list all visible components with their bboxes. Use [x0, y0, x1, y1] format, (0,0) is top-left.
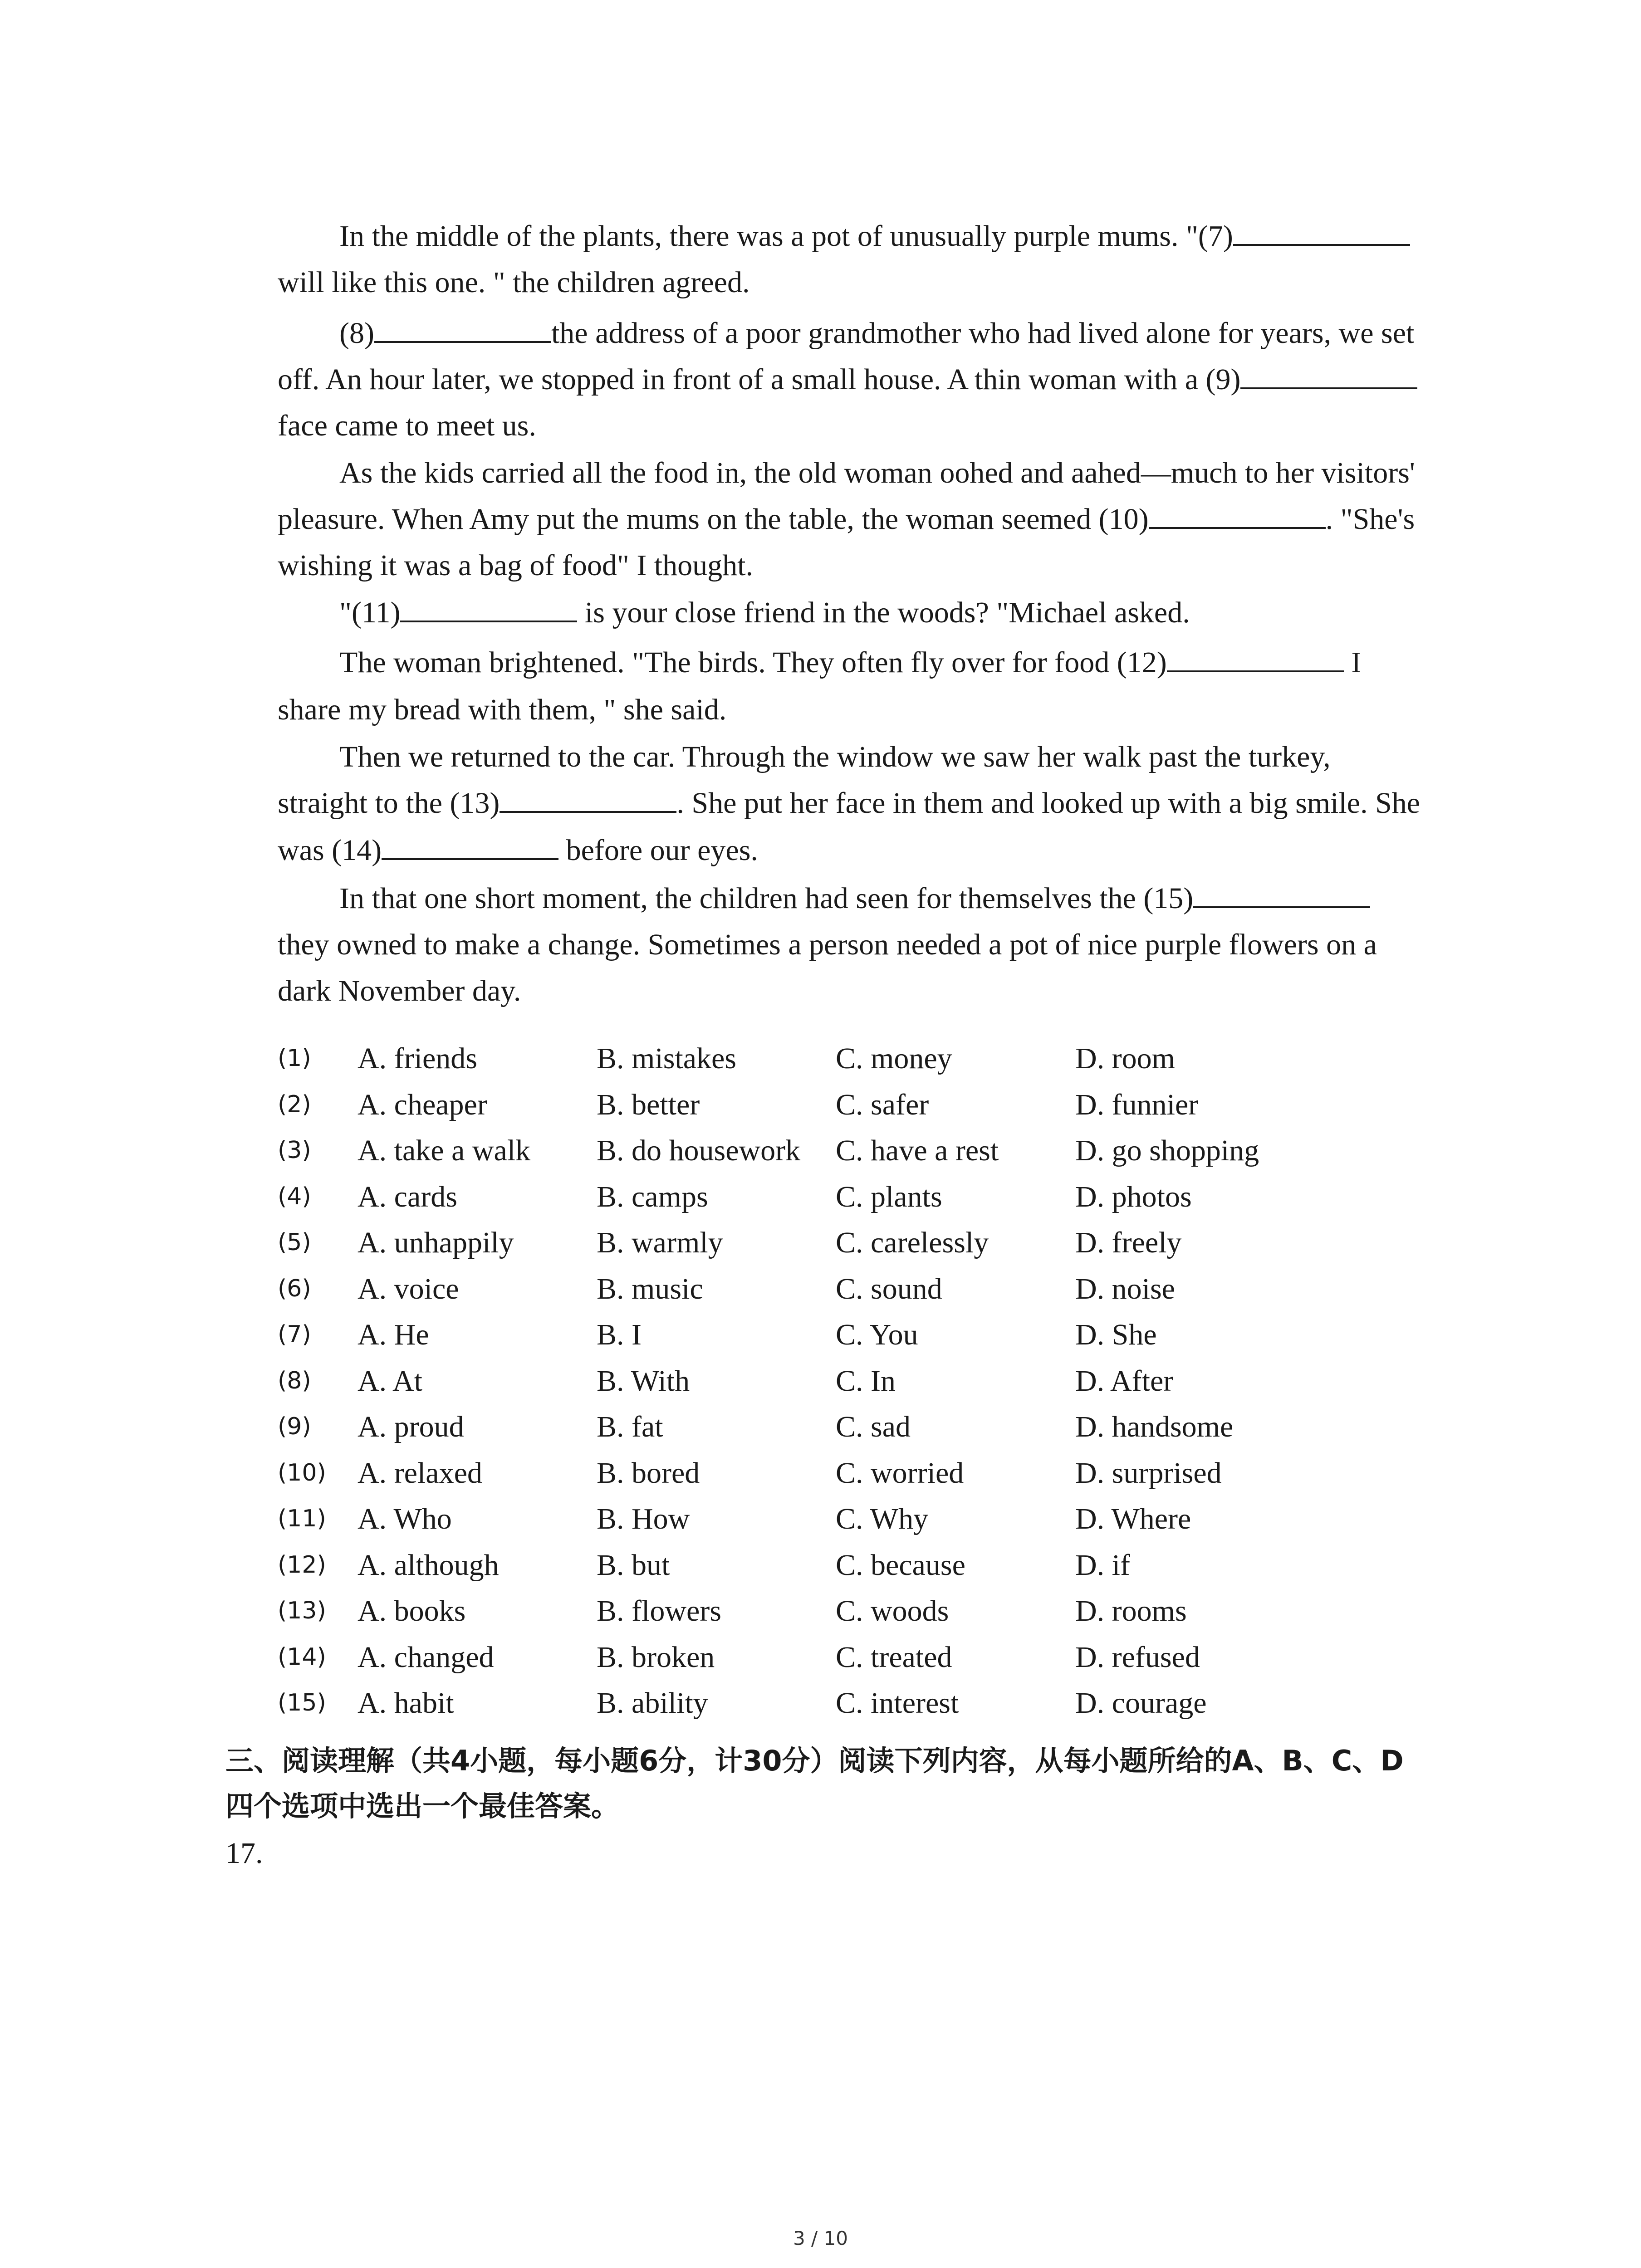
option-choice-b: B. but	[597, 1549, 670, 1582]
answer-blank	[1193, 876, 1370, 908]
passage-text: The woman brightened. "The birds. They often fly over for food (12)	[339, 646, 1167, 679]
option-number: (11)	[278, 1505, 326, 1532]
passage-line	[278, 590, 1190, 636]
option-choice-c: C. worried	[836, 1457, 964, 1490]
option-choice-c: C. because	[836, 1549, 965, 1582]
passage-text: Then we returned to the car. Through the window we saw her walk past the turkey,	[339, 740, 1331, 773]
option-choice-b: B. How	[597, 1502, 690, 1535]
passage-text: off. An hour later, we stopped in front of a small house. A thin woman with a (9)	[278, 363, 1241, 396]
option-choice-c: C. carelessly	[836, 1226, 989, 1259]
option-choice-c: C. safer	[836, 1088, 929, 1121]
option-number: (8)	[278, 1367, 311, 1394]
passage-line	[278, 543, 753, 589]
option-row	[278, 1496, 1367, 1542]
option-choice-d: D. courage	[1075, 1686, 1207, 1720]
option-choice-d: D. go shopping	[1075, 1134, 1259, 1167]
option-number: (9)	[278, 1413, 311, 1440]
passage-line	[278, 640, 1361, 686]
option-choice-a: A. friends	[358, 1042, 477, 1075]
passage-text: face came to meet us.	[278, 409, 536, 442]
option-row	[278, 1082, 1367, 1128]
option-number: (2)	[278, 1091, 311, 1118]
option-choice-a: A. Who	[358, 1502, 452, 1535]
option-choice-b: B. warmly	[597, 1226, 723, 1259]
passage-line	[278, 734, 1331, 780]
passage-text: they owned to make a change. Sometimes a person needed a pot of nice purple flowers on a	[278, 928, 1377, 961]
option-choice-c: C. sound	[836, 1272, 942, 1305]
option-choice-c: C. Why	[836, 1502, 929, 1535]
option-row	[278, 1588, 1367, 1634]
option-number: (4)	[278, 1183, 311, 1210]
option-choice-d: D. Where	[1075, 1502, 1191, 1535]
passage-line	[278, 357, 1417, 403]
option-row	[278, 1680, 1367, 1726]
answer-blank	[1149, 497, 1326, 529]
option-choice-a: A. cheaper	[358, 1088, 487, 1121]
option-choice-d: D. room	[1075, 1042, 1175, 1075]
option-choice-d: D. photos	[1075, 1180, 1192, 1213]
answer-blank	[500, 781, 676, 813]
option-choice-c: C. money	[836, 1042, 952, 1075]
option-choice-a: A. although	[358, 1549, 499, 1582]
option-number: (7)	[278, 1321, 311, 1348]
option-choice-c: C. treated	[836, 1641, 952, 1674]
option-choice-b: B. bored	[597, 1457, 700, 1490]
option-row	[278, 1634, 1367, 1680]
option-number: (10)	[278, 1459, 326, 1486]
passage-text: In that one short moment, the children had seen for themselves the (15)	[339, 882, 1194, 915]
option-choice-c: C. have a rest	[836, 1134, 999, 1167]
option-choice-a: A. take a walk	[358, 1134, 531, 1167]
passage-line	[278, 687, 726, 733]
option-choice-a: A. habit	[358, 1686, 454, 1720]
passage-text: "(11)	[339, 596, 401, 629]
option-choice-a: A. proud	[358, 1410, 464, 1443]
option-choice-b: B. camps	[597, 1180, 708, 1213]
option-choice-d: D. surprised	[1075, 1457, 1222, 1490]
passage-text: . She put her face in them and looked up with a big smile. She	[676, 787, 1421, 820]
passage-line	[278, 780, 1420, 826]
option-choice-c: C. plants	[836, 1180, 942, 1213]
passage-text: share my bread with them, " she said.	[278, 693, 727, 726]
answer-blank	[1167, 640, 1344, 672]
option-row	[278, 1358, 1367, 1404]
passage-line	[278, 875, 1370, 922]
option-choice-c: C. In	[836, 1364, 896, 1398]
passage-text: the address of a poor grandmother who had lived alone for years, we set	[551, 317, 1415, 350]
option-choice-d: D. After	[1075, 1364, 1174, 1398]
option-choice-d: D. handsome	[1075, 1410, 1234, 1443]
option-number: (14)	[278, 1643, 326, 1671]
option-number: (5)	[278, 1229, 311, 1256]
option-choice-a: A. He	[358, 1318, 429, 1351]
passage-line	[278, 310, 1414, 357]
option-choice-c: C. sad	[836, 1410, 911, 1443]
section-heading-line-2: 四个选项中选出一个最佳答案。	[225, 1789, 620, 1823]
passage-text: I	[1343, 646, 1362, 679]
page-indicator: 3 / 10	[793, 2227, 848, 2249]
passage-text: (8)	[339, 317, 374, 350]
passage-text: was (14)	[278, 834, 382, 867]
option-choice-b: B. mistakes	[597, 1042, 736, 1075]
option-choice-d: D. noise	[1075, 1272, 1175, 1305]
option-choice-d: D. She	[1075, 1318, 1157, 1351]
section-heading	[225, 1738, 1460, 1829]
passage-line	[278, 450, 1415, 496]
passage-text: In the middle of the plants, there was a pot of unusually purple mums. "(7)	[339, 220, 1233, 253]
section-heading-line-1: 三、阅读理解（共4小题，每小题6分，计30分）阅读下列内容，从每小题所给的A、B、C、D	[225, 1744, 1404, 1777]
passage-line	[278, 496, 1415, 543]
option-choice-a: A. At	[358, 1364, 423, 1398]
option-choice-b: B. broken	[597, 1641, 715, 1674]
passage-line	[278, 259, 749, 306]
passage-line	[278, 403, 536, 449]
option-row	[278, 1404, 1367, 1450]
option-choice-a: A. voice	[358, 1272, 459, 1305]
answer-blank	[1240, 357, 1417, 389]
option-choice-c: C. woods	[836, 1594, 949, 1628]
option-row	[278, 1266, 1367, 1312]
passage-line	[278, 213, 1410, 259]
passage-line	[278, 827, 758, 874]
option-row	[278, 1036, 1367, 1081]
option-number: (3)	[278, 1137, 311, 1164]
question-number: 17.	[225, 1837, 263, 1870]
option-choice-a: A. books	[358, 1594, 466, 1628]
passage-text: pleasure. When Amy put the mums on the table, the woman seemed (10)	[278, 503, 1149, 536]
option-number: (15)	[278, 1689, 326, 1716]
option-row	[278, 1542, 1367, 1588]
option-row	[278, 1312, 1367, 1358]
passage-text: straight to the (13)	[278, 787, 500, 820]
passage-text: wishing it was a bag of food" I thought.	[278, 549, 753, 582]
passage-text: before our eyes.	[558, 834, 758, 867]
option-choice-a: A. relaxed	[358, 1457, 482, 1490]
option-choice-b: B. flowers	[597, 1594, 721, 1628]
answer-blank	[374, 311, 551, 343]
answer-blank	[1233, 214, 1410, 246]
option-choice-b: B. With	[597, 1364, 690, 1398]
option-row	[278, 1174, 1367, 1220]
passage-text: As the kids carried all the food in, the old woman oohed and aahed—much to her visitors'	[339, 456, 1415, 489]
passage-text: is your close friend in the woods? "Michael asked.	[577, 596, 1190, 629]
answer-blank	[400, 591, 577, 622]
option-choice-b: B. fat	[597, 1410, 663, 1443]
option-number: (6)	[278, 1275, 311, 1302]
option-choice-d: D. funnier	[1075, 1088, 1199, 1121]
option-choice-c: C. interest	[836, 1686, 959, 1720]
passage-text: . "She's	[1325, 503, 1415, 536]
option-choice-b: B. ability	[597, 1686, 708, 1720]
option-number: (1)	[278, 1045, 311, 1072]
option-row	[278, 1220, 1367, 1266]
option-number: (12)	[278, 1551, 326, 1579]
option-number: (13)	[278, 1597, 326, 1624]
option-choice-b: B. do housework	[597, 1134, 801, 1167]
option-choice-d: D. refused	[1075, 1641, 1200, 1674]
option-choice-a: A. unhappily	[358, 1226, 514, 1259]
option-choice-d: D. if	[1075, 1549, 1130, 1582]
passage-line	[278, 922, 1377, 968]
option-choice-d: D. rooms	[1075, 1594, 1187, 1628]
option-choice-c: C. You	[836, 1318, 918, 1351]
option-row	[278, 1450, 1367, 1496]
answer-blank	[382, 828, 558, 860]
option-choice-b: B. better	[597, 1088, 700, 1121]
option-row	[278, 1128, 1367, 1173]
option-choice-b: B. music	[597, 1272, 703, 1305]
passage-line	[278, 968, 521, 1014]
option-choice-a: A. cards	[358, 1180, 457, 1213]
passage-text: dark November day.	[278, 974, 521, 1007]
option-choice-a: A. changed	[358, 1641, 494, 1674]
passage-text: will like this one. " the children agreed.	[278, 266, 750, 299]
option-choice-b: B. I	[597, 1318, 642, 1351]
option-choice-d: D. freely	[1075, 1226, 1182, 1259]
